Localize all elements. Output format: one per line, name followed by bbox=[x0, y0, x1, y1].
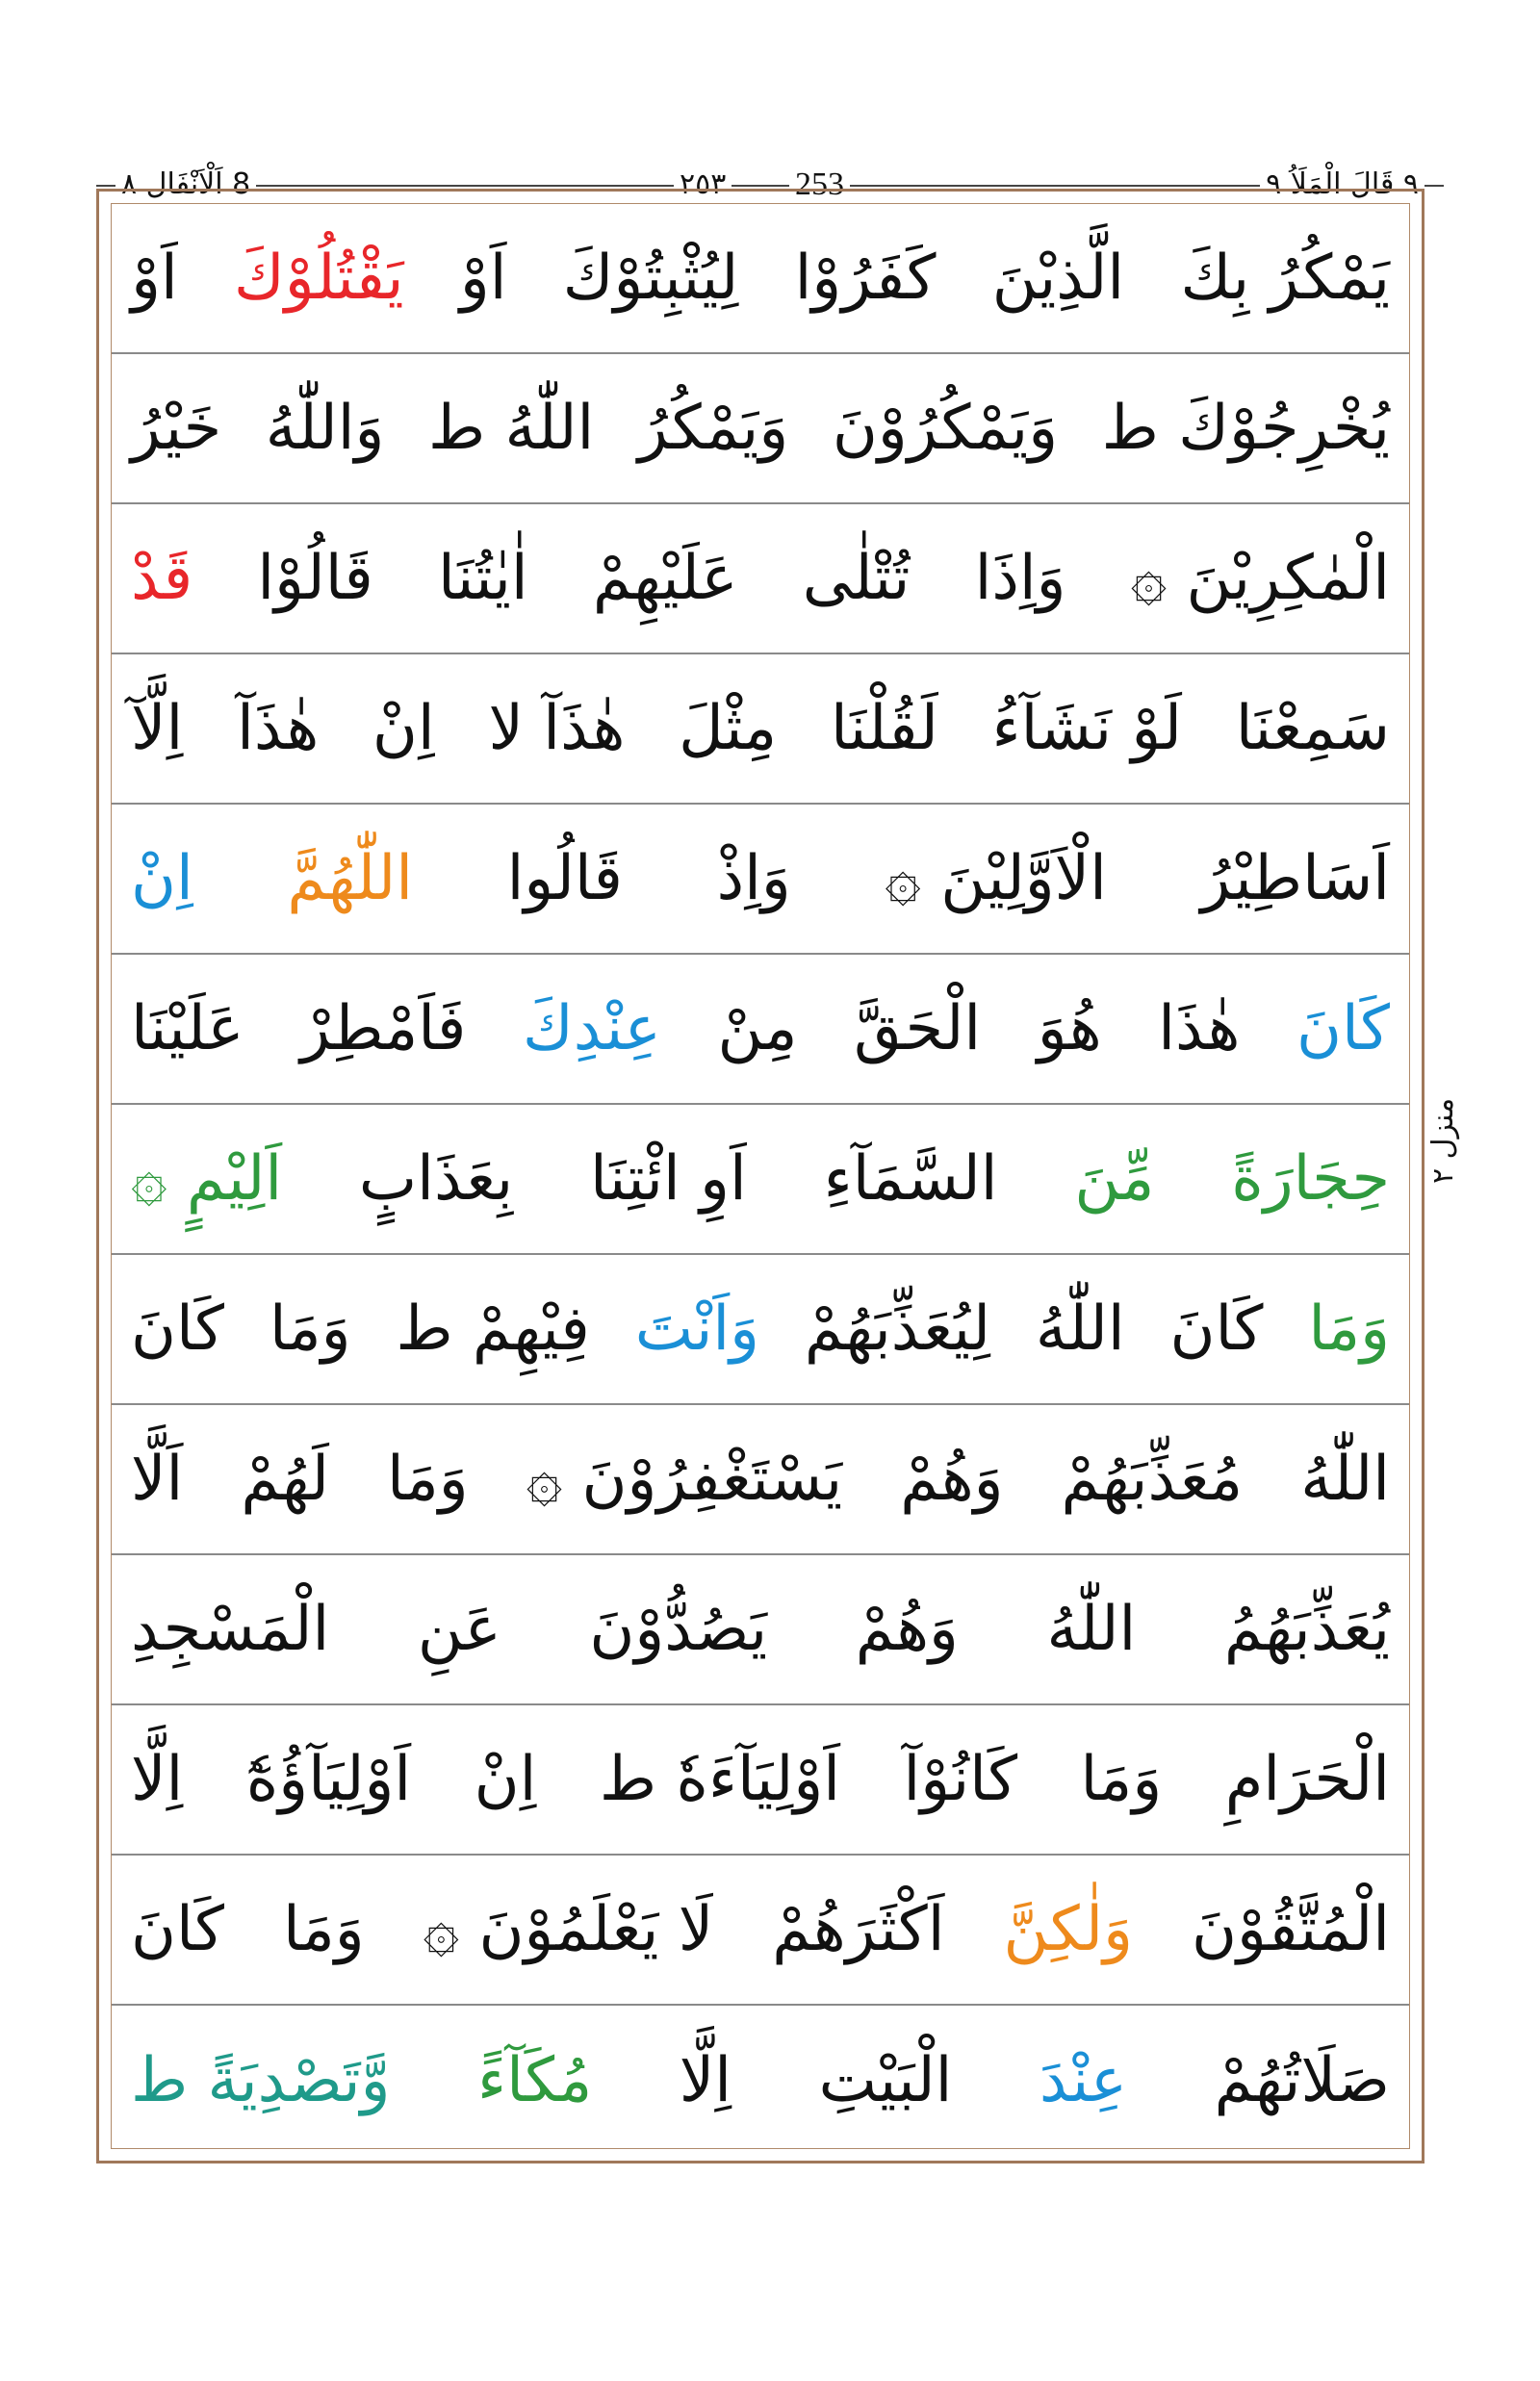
verse-line bbox=[112, 1555, 1409, 1705]
verse-word: تُتْلٰى bbox=[802, 543, 911, 614]
verse-word: اَوِ ائْتِنَا bbox=[590, 1143, 747, 1215]
verse-word: الْحَرَامِ bbox=[1224, 1744, 1390, 1815]
verse-word: وَّتَصْدِيَةً ط bbox=[131, 2045, 391, 2116]
verse-word: سَمِعْنَا bbox=[1235, 693, 1390, 764]
page-number-arabic: ٢٥٣ bbox=[674, 164, 732, 206]
verse-word: اللّٰهُ ط bbox=[428, 393, 595, 464]
verse-word: عِنْدَ bbox=[1039, 2045, 1128, 2116]
verse-word: اٰيٰتُنَا bbox=[437, 543, 528, 614]
verse-word: اَكْثَرَهُمْ bbox=[772, 1894, 945, 1965]
verse-word: اللّٰهُ bbox=[1046, 1594, 1137, 1665]
verse-word: وَيَمْكُرُوْنَ bbox=[832, 393, 1059, 464]
verse-word: خَيْرُ bbox=[131, 393, 222, 464]
verse-word: اللّٰهُمَّ bbox=[287, 843, 413, 914]
verse-word: وَمَا bbox=[386, 1444, 469, 1515]
verse-word: يَصُدُّوْنَ bbox=[589, 1594, 768, 1665]
verse-word: فِيْهِمْ ط bbox=[396, 1293, 590, 1365]
verse-word: يُخْرِجُوْكَ ط bbox=[1101, 393, 1390, 464]
verse-word: لَوْ نَشَآءُ bbox=[991, 693, 1182, 764]
verse-word: فَاَمْطِرْ bbox=[300, 993, 467, 1064]
verse-word: عَلَيْهِمْ bbox=[592, 543, 738, 614]
verse-word: اَوْ bbox=[459, 243, 507, 314]
verse-line bbox=[112, 1856, 1409, 2006]
verse-word: يَمْكُرُ بِكَ bbox=[1180, 243, 1390, 314]
verse-word: وَاِذَا bbox=[974, 543, 1066, 614]
verse-word: وَهُمْ bbox=[900, 1444, 1004, 1515]
verse-word: وَمَا bbox=[1080, 1744, 1163, 1815]
verse-word: اَوْلِيَآؤُهٗٓ bbox=[245, 1744, 412, 1815]
verse-word: اَوْ bbox=[131, 243, 178, 314]
verse-line bbox=[112, 1705, 1409, 1856]
verse-word: وَمَا bbox=[1308, 1293, 1390, 1365]
verse-word: الْمٰكِرِيْنَ ۞ bbox=[1130, 543, 1390, 614]
verse-word: الْحَقَّ bbox=[854, 993, 982, 1064]
verse-line bbox=[112, 1255, 1409, 1405]
verse-word: يَسْتَغْفِرُوْنَ ۞ bbox=[526, 1444, 843, 1515]
verse-word: اللّٰهُ bbox=[1035, 1293, 1125, 1365]
text-area bbox=[111, 203, 1410, 2149]
verse-word: اللّٰهُ bbox=[1300, 1444, 1390, 1515]
verse-word: وَاَنْتَ bbox=[634, 1293, 760, 1365]
verse-word: لِيُثْبِتُوْكَ bbox=[562, 243, 739, 314]
verse-word: هُوَ bbox=[1037, 993, 1102, 1064]
verse-word: اِنْ bbox=[131, 843, 193, 914]
verse-lines bbox=[112, 204, 1409, 2148]
verse-word: وَيَمْكُرُ bbox=[637, 393, 789, 464]
verse-word: اَلِيْمٍ ۞ bbox=[131, 1143, 283, 1215]
page-number-latin: 253 bbox=[789, 164, 850, 206]
verse-word: وَاِذْ bbox=[716, 843, 791, 914]
verse-word: الْمُتَّقُوْنَ bbox=[1191, 1894, 1390, 1965]
verse-word: وَمَا bbox=[282, 1894, 365, 1965]
verse-word: اِلَّآ bbox=[131, 693, 184, 764]
verse-word: يُعَذِّبَهُمُ bbox=[1223, 1594, 1390, 1665]
verse-word: كَانَ bbox=[1296, 993, 1390, 1064]
header-rule bbox=[96, 185, 1444, 187]
verse-word: حِجَارَةً bbox=[1231, 1143, 1390, 1215]
verse-word: يَقْتُلُوْكَ bbox=[234, 243, 404, 314]
verse-word: كَفَرُوْا bbox=[794, 243, 937, 314]
verse-word: اِنْ bbox=[474, 1744, 537, 1815]
verse-word: اَوْلِيَآءَهٗ ط bbox=[599, 1744, 841, 1815]
verse-word: كَانَ bbox=[1169, 1293, 1264, 1365]
verse-line bbox=[112, 1405, 1409, 1555]
verse-word: هٰذَآ bbox=[237, 693, 320, 764]
verse-word: كَانَ bbox=[131, 1293, 225, 1365]
verse-line bbox=[112, 654, 1409, 805]
verse-line bbox=[112, 204, 1409, 354]
verse-word: الَّذِيْنَ bbox=[991, 243, 1125, 314]
verse-word: قَالُوا bbox=[506, 843, 623, 914]
juz-name: ٩ قَالَ الْمَلَاُ ٩ bbox=[1260, 164, 1424, 206]
verse-word: وَمَا bbox=[269, 1293, 351, 1365]
verse-line bbox=[112, 1105, 1409, 1255]
verse-word: عَلَيْنَا bbox=[131, 993, 244, 1064]
verse-word: هٰذَا bbox=[1158, 993, 1241, 1064]
verse-word: الْبَيْتِ bbox=[818, 2045, 953, 2116]
verse-word: مُكَآءً bbox=[477, 2045, 593, 2116]
verse-word: مِّنَ bbox=[1074, 1143, 1155, 1215]
verse-word: كَانَ bbox=[131, 1894, 224, 1965]
verse-word: لَهُمْ bbox=[241, 1444, 329, 1515]
verse-word: الْاَوَّلِيْنَ ۞ bbox=[885, 843, 1107, 914]
verse-word: وَلٰكِنَّ bbox=[1003, 1894, 1133, 1965]
verse-word: السَّمَآءِ bbox=[823, 1143, 998, 1215]
verse-word: لَقُلْنَا bbox=[830, 693, 938, 764]
verse-word: اِلَّا bbox=[679, 2045, 732, 2116]
verse-word: مِثْلَ bbox=[679, 693, 778, 764]
verse-word: اِنْ bbox=[372, 693, 435, 764]
manzil-marker: منزل ٢ bbox=[1426, 1088, 1475, 1193]
verse-word: اَلَّا bbox=[131, 1444, 184, 1515]
verse-word: مُعَذِّبَهُمْ bbox=[1061, 1444, 1244, 1515]
verse-word: صَلَاتُهُمْ bbox=[1214, 2045, 1390, 2116]
page-frame bbox=[96, 189, 1424, 2163]
verse-word: قَالُوْا bbox=[257, 543, 373, 614]
surah-name: 8 اَلْاَنْفَال ٨ bbox=[116, 164, 256, 206]
verse-word: وَاللّٰهُ bbox=[265, 393, 385, 464]
verse-word: عَنِ bbox=[417, 1594, 501, 1665]
verse-word: اِلَّا bbox=[131, 1744, 184, 1815]
verse-line bbox=[112, 805, 1409, 955]
verse-word: هٰذَآ لا bbox=[488, 693, 626, 764]
verse-word: كَانُوْآ bbox=[903, 1744, 1018, 1815]
verse-word: اَسَاطِيْرُ bbox=[1200, 843, 1390, 914]
verse-word: لَا يَعْلَمُوْنَ ۞ bbox=[423, 1894, 714, 1965]
verse-line bbox=[112, 354, 1409, 504]
verse-word: وَهُمْ bbox=[855, 1594, 959, 1665]
verse-line bbox=[112, 955, 1409, 1105]
verse-word: عِنْدِكَ bbox=[523, 993, 661, 1064]
verse-word: مِنْ bbox=[717, 993, 798, 1064]
verse-word: قَدْ bbox=[131, 543, 193, 614]
verse-line bbox=[112, 2006, 1409, 2156]
verse-line bbox=[112, 504, 1409, 654]
verse-word: بِعَذَابٍ bbox=[358, 1143, 514, 1215]
verse-word: الْمَسْجِدِ bbox=[131, 1594, 330, 1665]
verse-word: لِيُعَذِّبَهُمْ bbox=[804, 1293, 991, 1365]
